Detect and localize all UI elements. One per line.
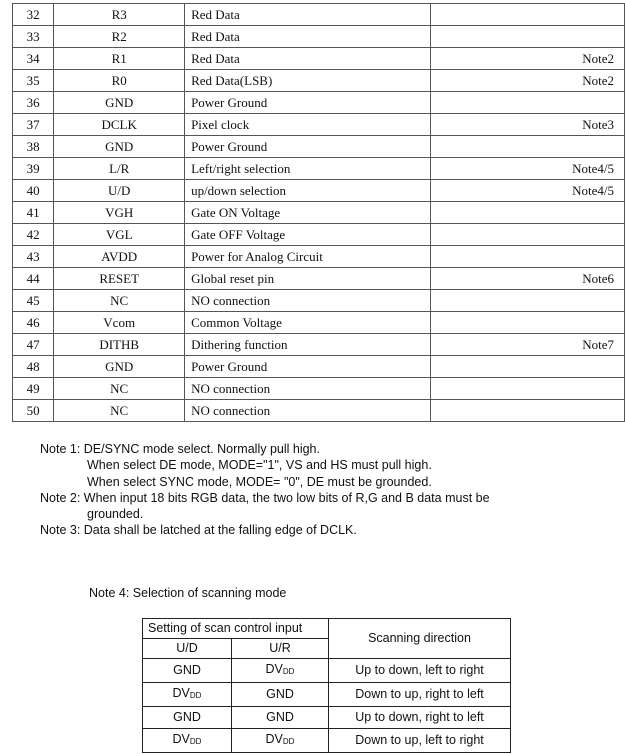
note4-heading: Note 4: Selection of scanning mode: [89, 586, 287, 600]
function-cell: Red Data: [185, 4, 430, 26]
note-cell: [430, 136, 624, 158]
symbol-cell: VGL: [54, 224, 185, 246]
pin-number-cell: 42: [13, 224, 54, 246]
function-cell: Power Ground: [185, 356, 430, 378]
lr-cell: [232, 683, 329, 707]
note-cell: Note4/5: [430, 180, 624, 202]
lr-cell: [232, 659, 329, 683]
symbol-cell: DITHB: [54, 334, 185, 356]
symbol-cell: U/D: [54, 180, 185, 202]
table-row: [13, 180, 625, 202]
pin-number-cell: 33: [13, 26, 54, 48]
function-cell: up/down selection: [185, 180, 430, 202]
symbol-cell: GND: [54, 92, 185, 114]
note-cell: [430, 224, 624, 246]
table-row: [13, 202, 625, 224]
symbol-cell: GND: [54, 356, 185, 378]
note-cell: Note4/5: [430, 158, 624, 180]
function-cell: Red Data: [185, 48, 430, 70]
scan-row: [143, 683, 511, 707]
pin-number-cell: 44: [13, 268, 54, 290]
direction-cell: [329, 707, 511, 729]
pin-number-cell: 43: [13, 246, 54, 268]
table-row: [13, 290, 625, 312]
lr-cell-subscript: DD: [282, 737, 295, 746]
note-cell: [430, 246, 624, 268]
note-line: grounded.: [87, 507, 144, 522]
note-line: Note 3: Data shall be latched at the falling edge of DCLK.: [40, 523, 357, 538]
scan-header-row: [143, 619, 511, 639]
function-cell: Left/right selection: [185, 158, 430, 180]
scan-mode-table: [142, 618, 511, 753]
pin-number-cell: 45: [13, 290, 54, 312]
ud-cell: [143, 729, 232, 753]
symbol-cell: L/R: [54, 158, 185, 180]
direction-cell: [329, 659, 511, 683]
symbol-cell: NC: [54, 378, 185, 400]
symbol-cell: AVDD: [54, 246, 185, 268]
direction-cell-value: Up to down, right to left: [355, 710, 484, 724]
table-row: [13, 268, 625, 290]
ud-cell-value: GND: [173, 710, 201, 724]
symbol-cell: R3: [54, 4, 185, 26]
pin-number-cell: 49: [13, 378, 54, 400]
function-cell: Power Ground: [185, 92, 430, 114]
scan-row: [143, 707, 511, 729]
function-cell: Gate ON Voltage: [185, 202, 430, 224]
symbol-cell: NC: [54, 290, 185, 312]
lr-cell-subscript: DD: [282, 667, 295, 676]
table-row: [13, 70, 625, 92]
ud-cell-value: DV: [172, 732, 190, 746]
table-row: [13, 356, 625, 378]
table-row: [13, 224, 625, 246]
function-cell: Pixel clock: [185, 114, 430, 136]
function-cell: Power for Analog Circuit: [185, 246, 430, 268]
direction-cell-value: Down to up, right to left: [355, 687, 484, 701]
scan-row: [143, 729, 511, 753]
table-row: [13, 378, 625, 400]
function-cell: NO connection: [185, 400, 430, 422]
lr-cell-value: DV: [265, 732, 283, 746]
direction-cell: [329, 683, 511, 707]
lr-cell-value: GND: [266, 710, 294, 724]
lr-cell-value: DV: [265, 662, 283, 676]
symbol-cell: GND: [54, 136, 185, 158]
direction-cell: [329, 729, 511, 753]
ud-cell: [143, 707, 232, 729]
lr-cell-value: GND: [266, 687, 294, 701]
symbol-cell: DCLK: [54, 114, 185, 136]
direction-header: Scanning direction: [329, 619, 511, 659]
note-cell: Note7: [430, 334, 624, 356]
function-cell: Common Voltage: [185, 312, 430, 334]
ud-cell: [143, 659, 232, 683]
lr-cell: [232, 729, 329, 753]
note-line: Note 1: DE/SYNC mode select. Normally pull high.: [40, 442, 320, 456]
note-line: Note 2: When input 18 bits RGB data, the two low bits of R,G and B data must be: [40, 490, 490, 505]
ud-cell-value: DV: [172, 686, 190, 700]
table-row: [13, 312, 625, 334]
ud-cell: [143, 683, 232, 707]
symbol-cell: R2: [54, 26, 185, 48]
scan-table-body: [143, 619, 511, 753]
pin-number-cell: 50: [13, 400, 54, 422]
table-row: [13, 92, 625, 114]
ud-header: U/D: [143, 639, 232, 659]
table-row: [13, 334, 625, 356]
direction-cell-value: Down to up, left to right: [355, 733, 484, 747]
ud-cell-value: GND: [173, 663, 201, 677]
table-row: [13, 400, 625, 422]
table-row: [13, 136, 625, 158]
table-row: [13, 48, 625, 70]
lr-header: U/R: [232, 639, 329, 659]
symbol-cell: Vcom: [54, 312, 185, 334]
function-cell: Global reset pin: [185, 268, 430, 290]
pin-number-cell: 41: [13, 202, 54, 224]
pin-number-cell: 46: [13, 312, 54, 334]
note-cell: Note3: [430, 114, 624, 136]
note-cell: Note6: [430, 268, 624, 290]
table-row: [13, 4, 625, 26]
note-cell: [430, 290, 624, 312]
table-row: [13, 26, 625, 48]
symbol-cell: R0: [54, 70, 185, 92]
lr-cell: [232, 707, 329, 729]
pin-number-cell: 38: [13, 136, 54, 158]
symbol-cell: NC: [54, 400, 185, 422]
table-row: [13, 158, 625, 180]
symbol-cell: VGH: [54, 202, 185, 224]
table-row: [13, 246, 625, 268]
pin-number-cell: 36: [13, 92, 54, 114]
function-cell: Gate OFF Voltage: [185, 224, 430, 246]
note-cell: [430, 26, 624, 48]
function-cell: Power Ground: [185, 136, 430, 158]
pin-number-cell: 40: [13, 180, 54, 202]
function-cell: NO connection: [185, 378, 430, 400]
pin-number-cell: 39: [13, 158, 54, 180]
pin-number-cell: 37: [13, 114, 54, 136]
function-cell: NO connection: [185, 290, 430, 312]
note-cell: [430, 400, 624, 422]
note-cell: [430, 92, 624, 114]
symbol-cell: RESET: [54, 268, 185, 290]
note-cell: [430, 4, 624, 26]
scan-row: [143, 659, 511, 683]
pin-number-cell: 32: [13, 4, 54, 26]
pin-table-body: [13, 4, 625, 422]
note-line: When select SYNC mode, MODE= "0", DE must be grounded.: [87, 474, 432, 489]
pin-number-cell: 48: [13, 356, 54, 378]
ud-cell-subscript: DD: [189, 691, 202, 700]
function-cell: Red Data: [185, 26, 430, 48]
note-cell: [430, 356, 624, 378]
note-cell: Note2: [430, 48, 624, 70]
ud-cell-subscript: DD: [189, 737, 202, 746]
note-cell: [430, 202, 624, 224]
function-cell: Red Data(LSB): [185, 70, 430, 92]
pin-number-cell: 47: [13, 334, 54, 356]
note-line: When select DE mode, MODE="1", VS and HS must pull high.: [87, 458, 432, 473]
setting-header: Setting of scan control input: [143, 619, 329, 639]
note-cell: Note2: [430, 70, 624, 92]
function-cell: Dithering function: [185, 334, 430, 356]
symbol-cell: R1: [54, 48, 185, 70]
note-cell: [430, 378, 624, 400]
pin-assignment-table: [12, 3, 625, 422]
notes-section: [40, 441, 490, 539]
direction-cell-value: Up to down, left to right: [355, 663, 484, 677]
note-cell: [430, 312, 624, 334]
pin-number-cell: 34: [13, 48, 54, 70]
pin-number-cell: 35: [13, 70, 54, 92]
table-row: [13, 114, 625, 136]
